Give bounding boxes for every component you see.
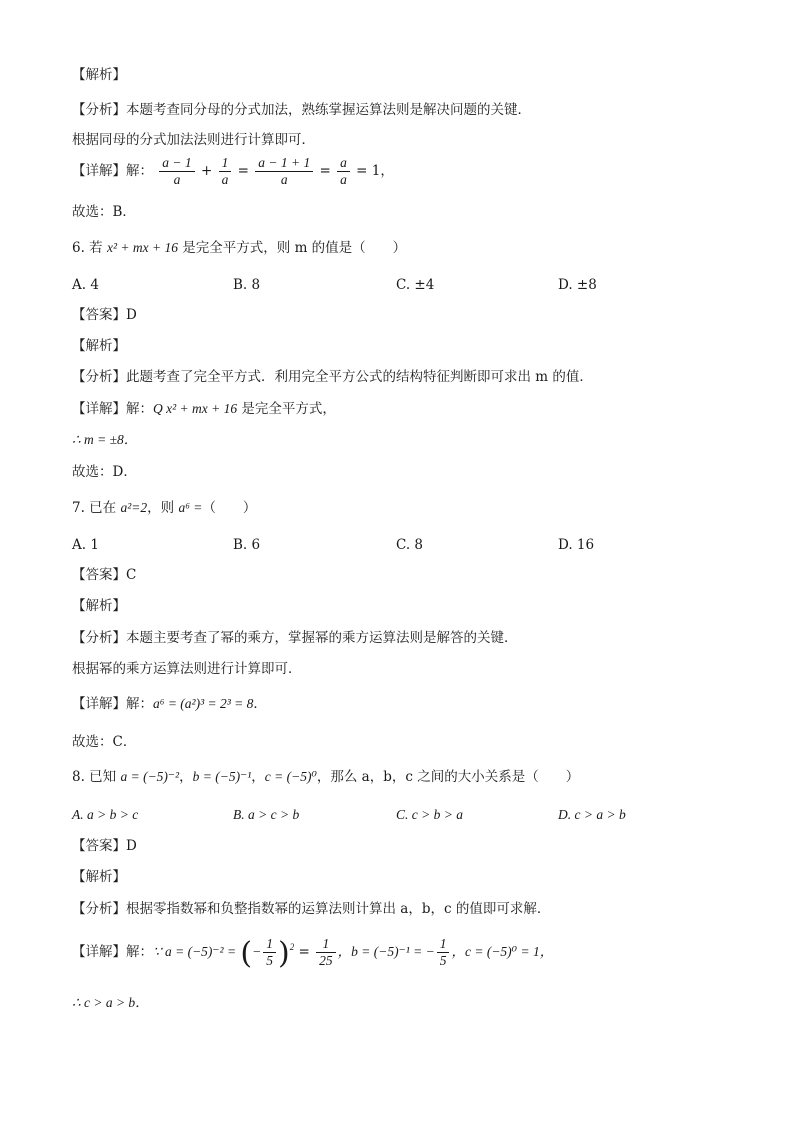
- q8-option-d: D. c > a > b: [558, 807, 626, 822]
- q8-frac-b: $\frac{1}{5}$: [437, 936, 450, 969]
- q7-stem-math2: a⁶ =: [178, 500, 203, 515]
- q5-fenxi: 【分析】本题考查同分母的分式加法，熟练掌握运算法则是解决问题的关键．: [72, 102, 531, 118]
- q6-stem: [72, 239, 406, 257]
- q8-frac-a2: $\frac{1}{25}$: [316, 936, 336, 969]
- q7-option-a: A. 1: [72, 537, 99, 553]
- q5-tail: = 1，: [356, 163, 394, 179]
- q8-xiangjie-label: 【详解】解：: [72, 944, 153, 960]
- q7-stem-post: （ ）: [202, 500, 257, 516]
- q7-option-b: B. 6: [233, 537, 261, 553]
- q8-right-paren: ): [277, 936, 290, 971]
- q5-frac4: $\frac{a}{a}$: [337, 155, 350, 188]
- q8-option-b: B. a > c > b: [233, 807, 300, 822]
- q6-stem-pre: 6. 若: [72, 240, 107, 256]
- q7-stem-math1: a²=2: [120, 500, 148, 515]
- q6-option-b: B. 8: [233, 277, 261, 293]
- q8-xiangjie: 【详解】解：∵ a = (−5)⁻² = (− $\frac{1}{5}$ )$^2$ = $\frac{1}{25}$ ，b = (−5)⁻¹ = − $\frac{1}{5}$ ，c = (−5)⁰ = 1，: [72, 936, 554, 971]
- q7-stem-mid: ，则: [147, 500, 179, 516]
- q7-stem-pre: 7. 已在: [72, 500, 121, 516]
- q6-fenxi: 【分析】此题考查了完全平方式．利用完全平方公式的结构特征判断即可求出 m 的值．: [72, 369, 593, 385]
- q7-guxuan: 故选：C．: [72, 734, 137, 750]
- q6-guxuan: 故选：D．: [72, 464, 137, 480]
- q5-xiangjie-label: 【详解】解：: [72, 163, 153, 179]
- q5-xiangjie: [72, 155, 394, 188]
- q7-xiangjie: [72, 695, 267, 713]
- q8-c-part: ，c = (−5)⁰ = 1，: [451, 944, 554, 959]
- q6-option-c: C. ±4: [396, 277, 435, 293]
- q5-plus: +: [200, 163, 213, 179]
- q8-stem-a: a = (−5)⁻²: [120, 769, 180, 784]
- q8-b-part: ，b = (−5)⁻¹ = −: [337, 944, 435, 959]
- q8-jiexi: 【解析】: [72, 869, 126, 885]
- q8-daan: 【答案】D: [72, 838, 137, 854]
- q6-option-d: D. ±8: [558, 277, 597, 293]
- q8-option-c: C. c > b > a: [396, 807, 463, 822]
- q7-jiexi: 【解析】: [72, 598, 126, 614]
- q8-frac-a: $\frac{1}{5}$: [263, 936, 276, 969]
- q8-stem-post: ，那么 a，b，c 之间的大小关系是（ ）: [316, 769, 580, 785]
- q8-stem-pre: 8. 已知: [72, 769, 121, 785]
- q5-guxuan: 故选：B．: [72, 204, 136, 220]
- q7-fenxi2: 根据幂的乘方运算法则进行计算即可．: [72, 661, 302, 677]
- q6-daan: 【答案】D: [72, 307, 137, 323]
- q8-option-a: A. a > b > c: [72, 807, 139, 822]
- q5-eq2: =: [319, 163, 331, 179]
- q8-stem: 8. 已知 a = (−5)⁻²，b = (−5)⁻¹，c = (−5)⁰，那么 a，b，c 之间的大小关系是（ ）: [72, 769, 580, 785]
- q7-fenxi: 【分析】本题主要考查了幂的乘方，掌握幂的乘方运算法则是解答的关键．: [72, 630, 518, 646]
- q5-jiexi: 【解析】: [72, 67, 126, 83]
- q7-option-c: C. 8: [396, 537, 424, 553]
- q6-therefore: ∴ m = ±8．: [72, 432, 138, 447]
- q8-stem-c: c = (−5)⁰: [264, 769, 317, 784]
- q6-xiangjie: [72, 400, 336, 418]
- q5-frac2: $\frac{1}{a}$: [219, 155, 232, 188]
- q5-fenxi2: 根据同母的分式加法法则进行计算即可．: [72, 132, 315, 148]
- q8-eq-a: =: [298, 944, 310, 960]
- q8-therefore: ∴ c > a > b．: [72, 995, 149, 1010]
- q6-xiangjie-post: 是完全平方式，: [237, 401, 336, 417]
- q7-xiangjie-math: a⁶ = (a²)³ = 2³ = 8: [153, 696, 254, 711]
- q8-stem-b: b = (−5)⁻¹: [192, 769, 252, 784]
- q6-jiexi: 【解析】: [72, 338, 126, 354]
- q5-eq1: =: [237, 163, 249, 179]
- q8-fenxi: 【分析】根据零指数幂和负整指数幂的运算法则计算出 a，b，c 的值即可求解．: [72, 901, 551, 917]
- q7-stem: [72, 499, 256, 517]
- q8-because: ∵ a = (−5)⁻² =: [153, 944, 237, 959]
- q6-option-a: A. 4: [72, 277, 99, 293]
- q7-option-d: D. 16: [558, 537, 595, 553]
- q7-daan: 【答案】C: [72, 567, 137, 583]
- q7-xiangjie-post: ．: [253, 696, 267, 712]
- q6-stem-math: x² + mx + 16: [106, 240, 178, 255]
- q8-frac-a-exp: 2: [289, 942, 295, 952]
- q6-xiangjie-label: 【详解】解：: [72, 401, 153, 417]
- q7-xiangjie-label: 【详解】解：: [72, 696, 153, 712]
- q5-frac1: $\frac{a - 1}{a}$: [159, 155, 194, 188]
- q6-xiangjie-math: Q x² + mx + 16: [153, 401, 238, 416]
- q5-frac3: $\frac{a - 1 + 1}{a}$: [255, 155, 313, 188]
- q6-stem-post: 是完全平方式，则 m 的值是（ ）: [177, 240, 407, 256]
- q8-left-paren: (: [240, 936, 253, 971]
